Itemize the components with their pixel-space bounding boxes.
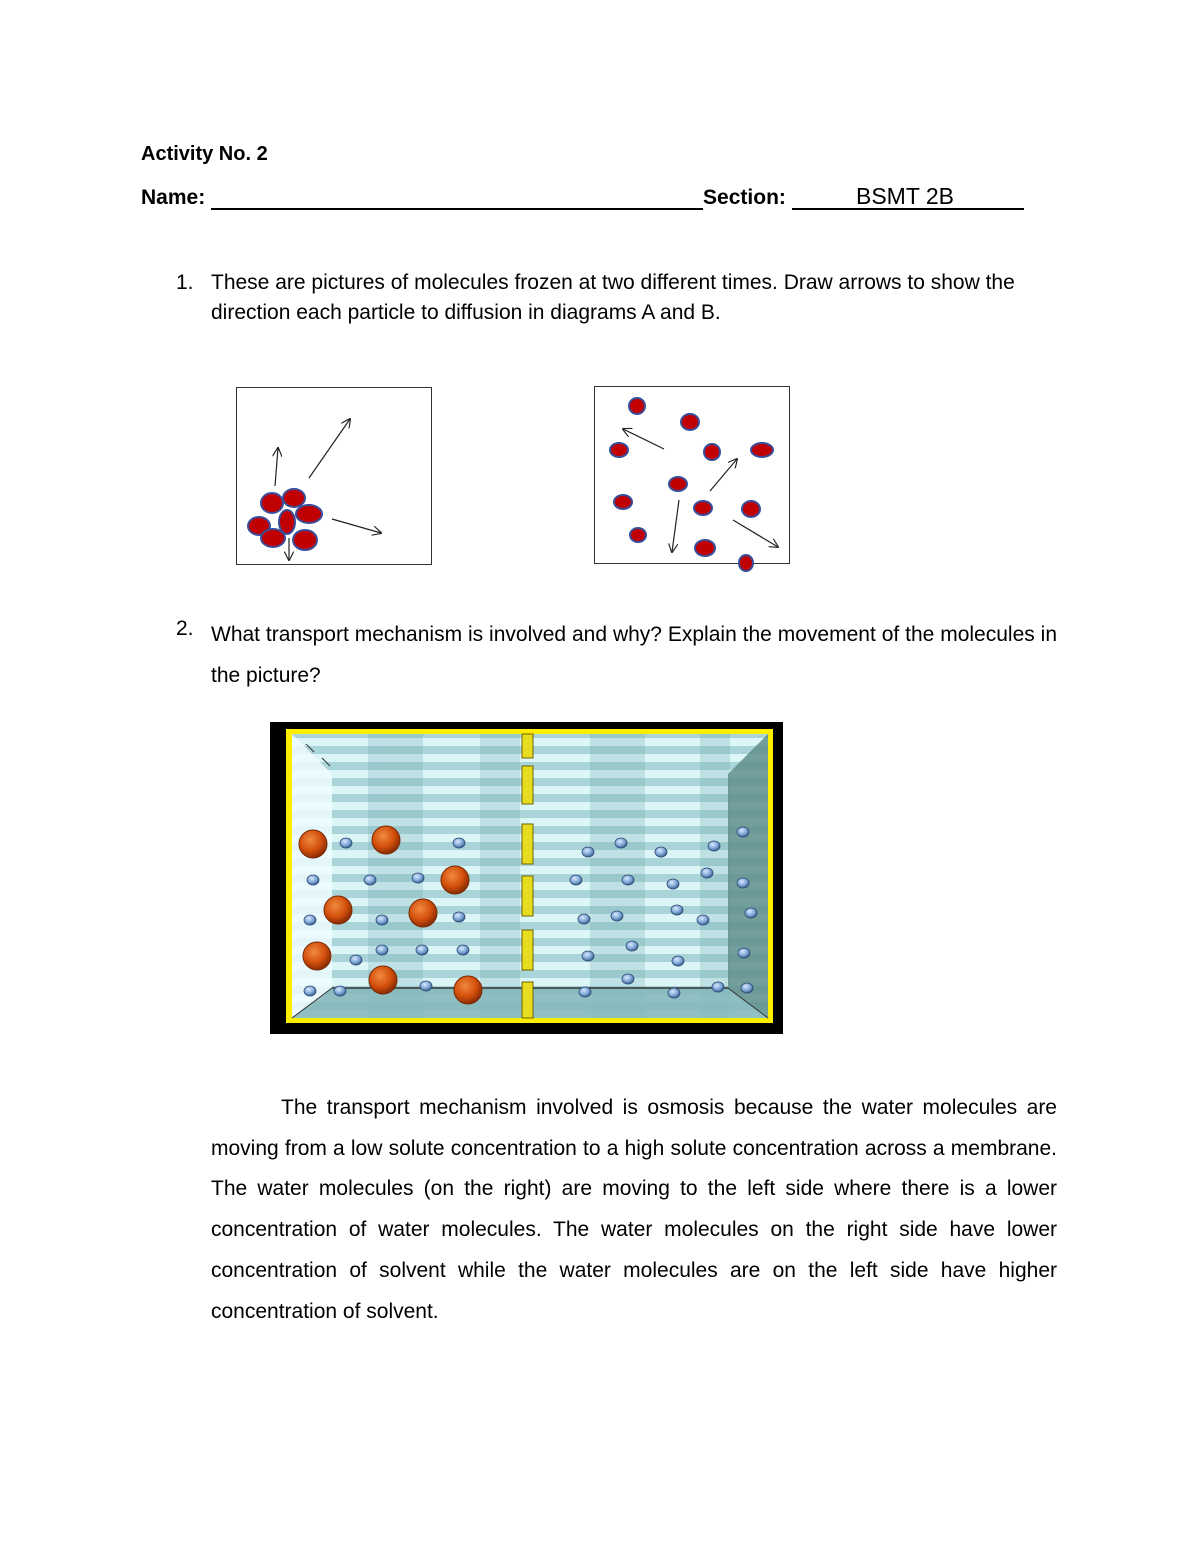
arrow [332,519,381,533]
red-particle [614,495,632,509]
osmosis-tank-image [270,722,783,1034]
answer-paragraph: The transport mechanism involved is osmosis because the water molecules are moving from a low solute concentration to a high solute concentration across a membrane. The water molecules (on the right) are moving to the left side where there is a lower concentration of water molecules. The water molecules on the right side have lower concentration of solvent while the water molecules are on the left side have higher concentration of solvent. [211,1096,1057,1323]
red-particle [610,443,628,457]
red-particle [629,398,645,414]
red-particle [669,477,687,491]
red-particle [293,530,317,550]
solute-particle [409,899,437,927]
arrow [309,419,350,478]
red-particle [283,489,305,507]
activity-title: Activity No. 2 [141,143,268,165]
red-particle [751,443,773,457]
diagram-b-drawing [595,387,789,573]
red-particle [630,528,646,542]
solute-particle [454,976,482,1004]
red-particle [704,444,720,460]
section-label: Section: [703,186,786,209]
red-particle [695,540,715,556]
diagram-b [594,386,790,564]
name-label: Name: [141,186,206,209]
question-1-number: 1. [176,271,194,294]
solute-particle [299,830,327,858]
red-particle [681,414,699,430]
arrow [733,520,778,547]
diagram-b-particles [610,398,773,571]
solute-particle [441,866,469,894]
question-2-text: What transport mechanism is involved and why? Explain the movement of the molecules in the picture? [211,623,1057,687]
diagram-a-particles [248,489,322,550]
red-particle [739,555,753,571]
diagram-a-drawing [237,388,431,564]
diagram-a [236,387,432,565]
arrow [710,459,737,491]
tank-right-wall [728,734,768,1018]
arrow [672,500,679,552]
red-particle [742,501,760,517]
solute-particle [369,966,397,994]
question-2-number: 2. [176,617,194,640]
red-particle [261,493,283,513]
question-1-text: These are pictures of molecules frozen at two different times. Draw arrows to show the direction each particle to diffusion in diagrams A and B. [211,271,1015,324]
solute-particle [324,896,352,924]
osmosis-tank-drawing [270,722,783,1034]
red-particle [694,501,712,515]
red-particle [261,529,285,547]
arrow [623,429,664,449]
section-value: BSMT 2B [856,183,954,209]
solute-particle [372,826,400,854]
name-field[interactable] [211,188,703,210]
red-particle [296,505,322,523]
arrow [275,448,278,486]
solute-particle [303,942,331,970]
